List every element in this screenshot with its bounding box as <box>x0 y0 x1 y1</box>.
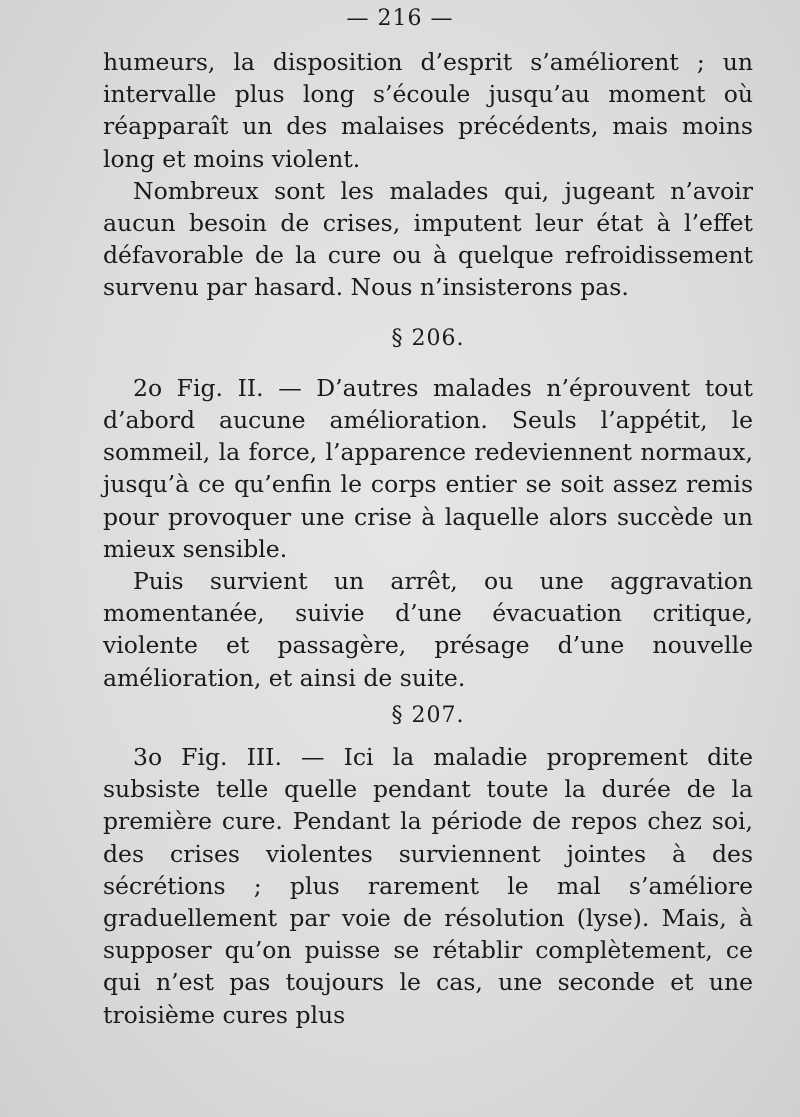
section-heading-206: § 206. <box>391 325 465 351</box>
paragraph: Puis survient un arrêt, ou une aggravation momentanée, suivie d’une évacuation critique, violente et passagère, présage d’une nouvelle amélioration, et ainsi de suite. <box>103 567 753 692</box>
page-number: — 216 — <box>346 6 454 31</box>
paragraph-fig-2: 2o Fig. II. — D’autres malades n’éprouvent tout d’abord aucune amélioration. Seuls l’appétit, le sommeil, la force, l’apparence redeviennent normaux, jusqu’à ce qu’enfin le corps entier se soit assez remis pour provoquer une crise à laquelle alors succède un mieux sensible. <box>103 373 753 563</box>
paragraph-fig-3: 3o Fig. III. — Ici la maladie proprement dite subsiste telle quelle pendant toute la durée de la première cure. Pendant la période de repos chez soi, des crises violentes surviennent jointes à des sécrétions ; plus rarement le mal s’améliore graduellement par voie de résolution (lyse). Mais, à supposer qu’on puisse se rétablir complètement, ce qui n’est pas toujours le cas, une seconde et une troisième cures plus <box>103 743 753 1029</box>
page-body <box>103 46 753 1031</box>
paragraph: Nombreux sont les malades qui, jugeant n’avoir aucun besoin de crises, imputent leur état à l’effet défavorable de la cure ou à quelque refroidissement survenu par hasard. Nous n’insisterons pas. <box>103 176 753 302</box>
paragraph-continued: humeurs, la disposition d’esprit s’améliorent ; un intervalle plus long s’écoule jusqu’au moment où réapparaît un des malaises précédents, mais moins long et moins violent. <box>103 48 753 173</box>
section-heading-207: § 207. <box>391 702 465 728</box>
